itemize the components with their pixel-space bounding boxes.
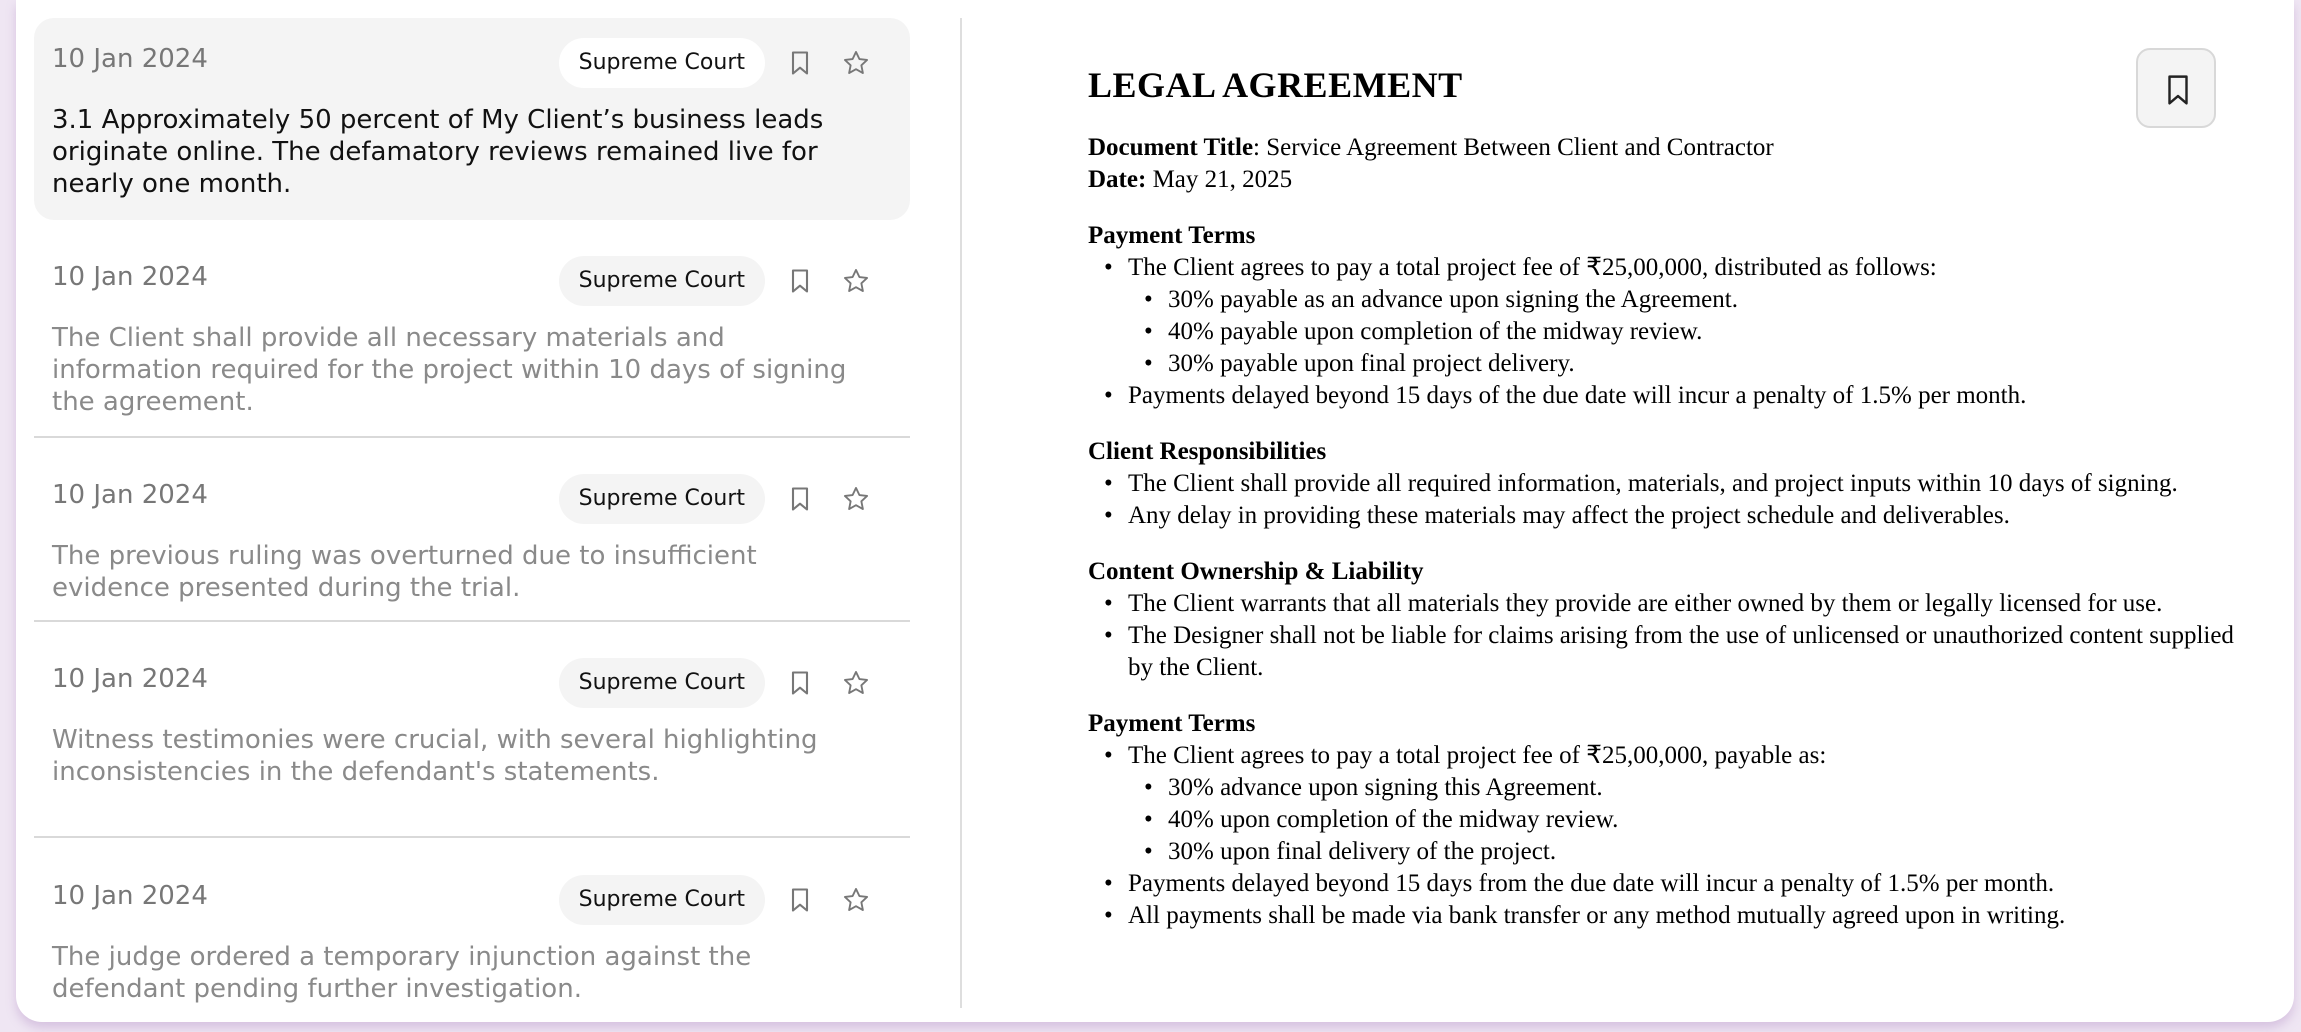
list-item (1128, 588, 2248, 620)
list-item (1128, 380, 2248, 412)
list-item-text: The Designer shall not be liable for claims arising from the use of unlicensed or unauthorized content supplied by the Client. (1128, 622, 2234, 681)
list-item-text: Payments delayed beyond 15 days from the due date will incur a penalty of 1.5% per month. (1128, 870, 2055, 897)
bookmark-icon[interactable] (786, 669, 814, 697)
case-item[interactable] (34, 855, 910, 1015)
bookmark-icon[interactable] (786, 886, 814, 914)
star-icon[interactable] (842, 49, 870, 77)
list-item (1128, 252, 2248, 380)
star-icon[interactable] (842, 669, 870, 697)
star-icon[interactable] (842, 485, 870, 513)
section-list (1088, 468, 2248, 532)
court-badge[interactable]: Supreme Court (559, 256, 765, 306)
case-date: 10 Jan 2024 (52, 881, 208, 911)
document-title-label: Document Title (1088, 134, 1254, 161)
star-icon[interactable] (842, 267, 870, 295)
list-item (1128, 500, 2248, 532)
court-badge[interactable]: Supreme Court (559, 474, 765, 524)
case-date: 10 Jan 2024 (52, 262, 208, 292)
document-date-line (1088, 164, 1774, 196)
case-summary: The judge ordered a temporary injunction against the defendant pending further investigation. (52, 942, 752, 1004)
main-card (16, 0, 2294, 1022)
list-item-text: The Client warrants that all materials they provide are either owned by them or legally licensed for use. (1128, 590, 2163, 617)
sub-list-item: • 40% payable upon completion of the midway review. (1168, 316, 2248, 348)
sub-list-item: • 30% payable upon final project delivery. (1168, 348, 2248, 380)
list-item (1128, 620, 2248, 684)
bookmark-document-button[interactable] (2136, 48, 2216, 128)
court-badge[interactable]: Supreme Court (559, 38, 765, 88)
document-viewer (1088, 0, 2268, 1022)
case-item-header (52, 638, 892, 698)
list-item (1128, 740, 2248, 868)
sub-list-item: • 40% upon completion of the midway review. (1168, 804, 2248, 836)
list-item-text: The Client agrees to pay a total project fee of ₹25,00,000, distributed as follows: (1128, 254, 1937, 281)
court-badge[interactable]: Supreme Court (559, 658, 765, 708)
bookmark-icon (2163, 73, 2193, 107)
section-list (1088, 588, 2248, 684)
list-divider (34, 436, 910, 438)
case-item-header (52, 18, 892, 78)
document-date-value: May 21, 2025 (1146, 166, 1293, 193)
document-section (1088, 220, 2248, 412)
section-heading: Payment Terms (1088, 222, 1256, 249)
list-item (1128, 868, 2248, 900)
case-date: 10 Jan 2024 (52, 480, 208, 510)
star-icon[interactable] (842, 886, 870, 914)
bookmark-icon[interactable] (786, 267, 814, 295)
case-item[interactable] (34, 236, 910, 436)
list-divider (34, 620, 910, 622)
case-item-header (52, 454, 892, 514)
document-title-value: : Service Agreement Between Client and Contractor (1253, 134, 1774, 161)
document-title-line (1088, 132, 1774, 164)
list-item-text: Payments delayed beyond 15 days of the due date will incur a penalty of 1.5% per month. (1128, 382, 2027, 409)
section-list (1088, 740, 2248, 932)
case-summary: The previous ruling was overturned due to insufficient evidence presented during the trial. (52, 541, 757, 603)
section-heading: Client Responsibilities (1088, 438, 1327, 465)
document-sections (1088, 220, 2248, 956)
document-section (1088, 556, 2248, 684)
document-date-label: Date: (1088, 166, 1147, 193)
list-divider (34, 836, 910, 838)
list-item-text: The Client agrees to pay a total project fee of ₹25,00,000, payable as: (1128, 742, 1827, 769)
case-list (34, 18, 910, 1008)
case-summary: The Client shall provide all necessary materials and information required for the project within 10 days of signing the agreement. (52, 323, 847, 417)
case-item[interactable] (34, 18, 910, 220)
court-badge[interactable]: Supreme Court (559, 875, 765, 925)
list-item-text: The Client shall provide all required information, materials, and project inputs within 10 days of signing. (1128, 470, 2178, 497)
bookmark-icon[interactable] (786, 49, 814, 77)
document-section (1088, 708, 2248, 932)
sub-list-item: • 30% payable as an advance upon signing the Agreement. (1168, 284, 2248, 316)
document-section (1088, 436, 2248, 532)
case-item-header (52, 855, 892, 915)
case-item-header (52, 236, 892, 296)
list-item (1128, 468, 2248, 500)
case-summary: Witness testimonies were crucial, with several highlighting inconsistencies in the defendant's statements. (52, 725, 818, 787)
sub-list-item: • 30% advance upon signing this Agreement. (1168, 772, 2248, 804)
list-item (1128, 900, 2248, 932)
section-list (1088, 252, 2248, 412)
case-date: 10 Jan 2024 (52, 44, 208, 74)
sub-list-item: • 30% upon final delivery of the project. (1168, 836, 2248, 868)
case-date: 10 Jan 2024 (52, 664, 208, 694)
case-summary: 3.1 Approximately 50 percent of My Client’s business leads originate online. The defamatory reviews remained live for nearly one month. (52, 105, 824, 199)
sub-list (1128, 772, 2248, 868)
section-heading: Payment Terms (1088, 710, 1256, 737)
list-item-text: Any delay in providing these materials may affect the project schedule and deliverables. (1128, 502, 2010, 529)
document-heading: LEGAL AGREEMENT (1088, 65, 1463, 105)
pane-divider (960, 18, 962, 1008)
sub-list (1128, 284, 2248, 380)
document-meta (1088, 132, 1774, 196)
list-item-text: All payments shall be made via bank transfer or any method mutually agreed upon in writing. (1128, 902, 2066, 929)
case-item[interactable] (34, 638, 910, 838)
section-heading: Content Ownership & Liability (1088, 558, 1424, 585)
bookmark-icon[interactable] (786, 485, 814, 513)
case-item[interactable] (34, 454, 910, 618)
